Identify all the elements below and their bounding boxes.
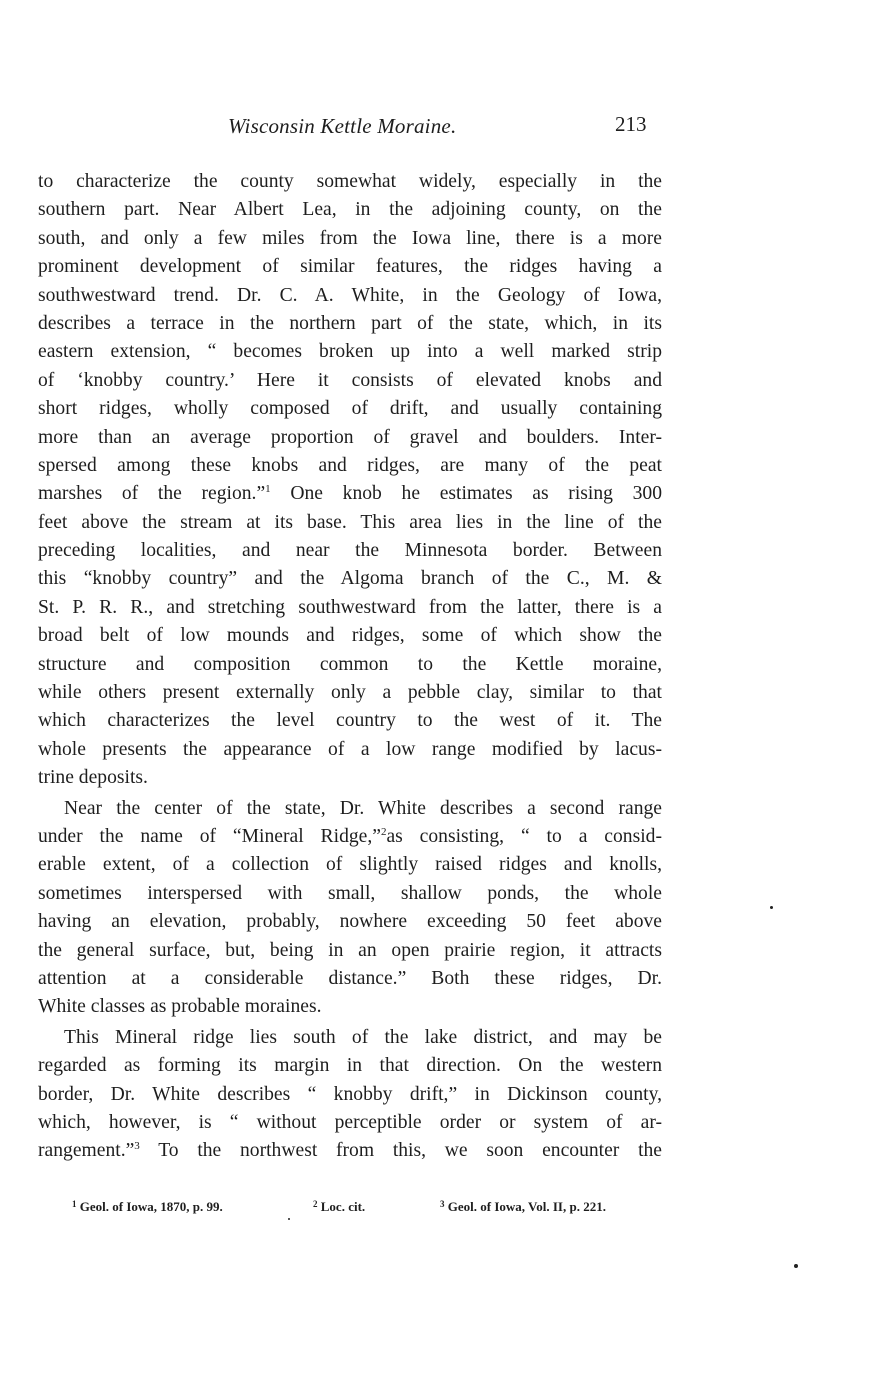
text-line: feet above the stream at its base. This area lies in the line of the	[38, 511, 662, 533]
text-segment: rangement.”	[38, 1140, 135, 1162]
footnote-text: Loc. cit.	[320, 1199, 366, 1214]
text-segment: as consisting, “ to a consid-	[386, 825, 662, 847]
text-line-with-footnote-ref	[38, 1137, 662, 1165]
footnote-marker: 1	[72, 1199, 77, 1209]
footnote-1	[72, 1199, 223, 1215]
text-line: whole presents the appearance of a low range modified by lacus-	[38, 738, 662, 760]
text-line: attention at a considerable distance.” Both these ridges, Dr.	[38, 967, 662, 989]
text-line: short ridges, wholly composed of drift, and usually containing	[38, 398, 662, 420]
text-line: structure and composition common to the Kettle moraine,	[38, 653, 662, 675]
footnote-ref-1: 1	[265, 483, 271, 496]
text-line: White classes as probable moraines.	[38, 996, 322, 1018]
text-segment: marshes of the region.”	[38, 483, 266, 505]
page-number: 213	[615, 112, 647, 136]
text-line: while others present externally only a pebble clay, similar to that	[38, 682, 662, 704]
text-line: which, however, is “ without perceptible order or system of ar-	[38, 1111, 662, 1133]
text-line: St. P. R. R., and stretching southwestward from the latter, there is a	[38, 596, 662, 618]
text-line: more than an average proportion of gravel and boulders. Inter-	[38, 426, 662, 448]
text-segment: under the name of “Mineral Ridge,”	[38, 825, 381, 847]
running-title: Wisconsin Kettle Moraine.	[228, 114, 457, 138]
text-line: border, Dr. White describes “ knobby drift,” in Dickinson county,	[38, 1083, 662, 1105]
text-line: sometimes interspersed with small, shallow ponds, the whole	[38, 882, 662, 904]
footnote-ref-2: 2	[380, 825, 387, 838]
text-line: eastern extension, “ becomes broken up into a well marked strip	[38, 341, 662, 363]
running-head	[0, 114, 885, 146]
text-line: Near the center of the state, Dr. White describes a second range	[64, 797, 662, 819]
footnote-marker: 2	[313, 1199, 318, 1209]
footnote-text: Geol. of Iowa, 1870, p. 99.	[79, 1199, 223, 1214]
footnote-text: Geol. of Iowa, Vol. II, p. 221.	[447, 1199, 606, 1214]
text-segment: One knob he estimates as rising 300	[290, 483, 662, 505]
footnote-ref-3: 3	[134, 1140, 140, 1153]
body-text	[38, 168, 662, 1166]
text-line: describes a terrace in the northern part of the state, which, in its	[38, 312, 662, 334]
text-line: which characterizes the level country to the west of it. The	[38, 710, 662, 732]
footnote-2	[313, 1199, 365, 1215]
scan-speck	[794, 1264, 798, 1268]
text-line: broad belt of low mounds and ridges, some of which show the	[38, 625, 662, 647]
text-line: spersed among these knobs and ridges, are many of the peat	[38, 454, 662, 476]
text-line: erable extent, of a collection of slightly raised ridges and knolls,	[38, 854, 662, 876]
scan-speck	[770, 906, 773, 909]
text-line: to characterize the county somewhat widely, especially in the	[38, 171, 662, 192]
footnote-marker: 3	[440, 1199, 445, 1209]
text-line: preceding localities, and near the Minnesota border. Between	[38, 540, 662, 562]
text-line: of ‘knobby country.’ Here it consists of elevated knobs and	[38, 369, 662, 391]
text-line: prominent development of similar features, the ridges having a	[38, 256, 662, 278]
text-line: trine deposits.	[38, 767, 148, 789]
footnote-3	[440, 1199, 606, 1215]
text-line: southern part. Near Albert Lea, in the adjoining county, on the	[38, 199, 662, 221]
text-line: This Mineral ridge lies south of the lake district, and may be	[64, 1026, 662, 1048]
text-line-with-footnote-ref	[38, 480, 662, 508]
text-line: having an elevation, probably, nowhere exceeding 50 feet above	[38, 911, 662, 933]
text-line: south, and only a few miles from the Iowa line, there is a more	[38, 227, 662, 249]
text-line: southwestward trend. Dr. C. A. White, in the Geology of Iowa,	[38, 284, 662, 306]
text-line: the general surface, but, being in an open prairie region, it attracts	[38, 939, 662, 961]
scan-speck	[288, 1218, 290, 1220]
text-segment: To the northwest from this, we soon encounter the	[158, 1140, 663, 1162]
text-line: regarded as forming its margin in that direction. On the western	[38, 1055, 662, 1077]
text-line-with-footnote-ref	[38, 823, 662, 851]
text-line: this “knobby country” and the Algoma branch of the C., M. &	[38, 568, 662, 590]
footnotes	[0, 1199, 885, 1221]
